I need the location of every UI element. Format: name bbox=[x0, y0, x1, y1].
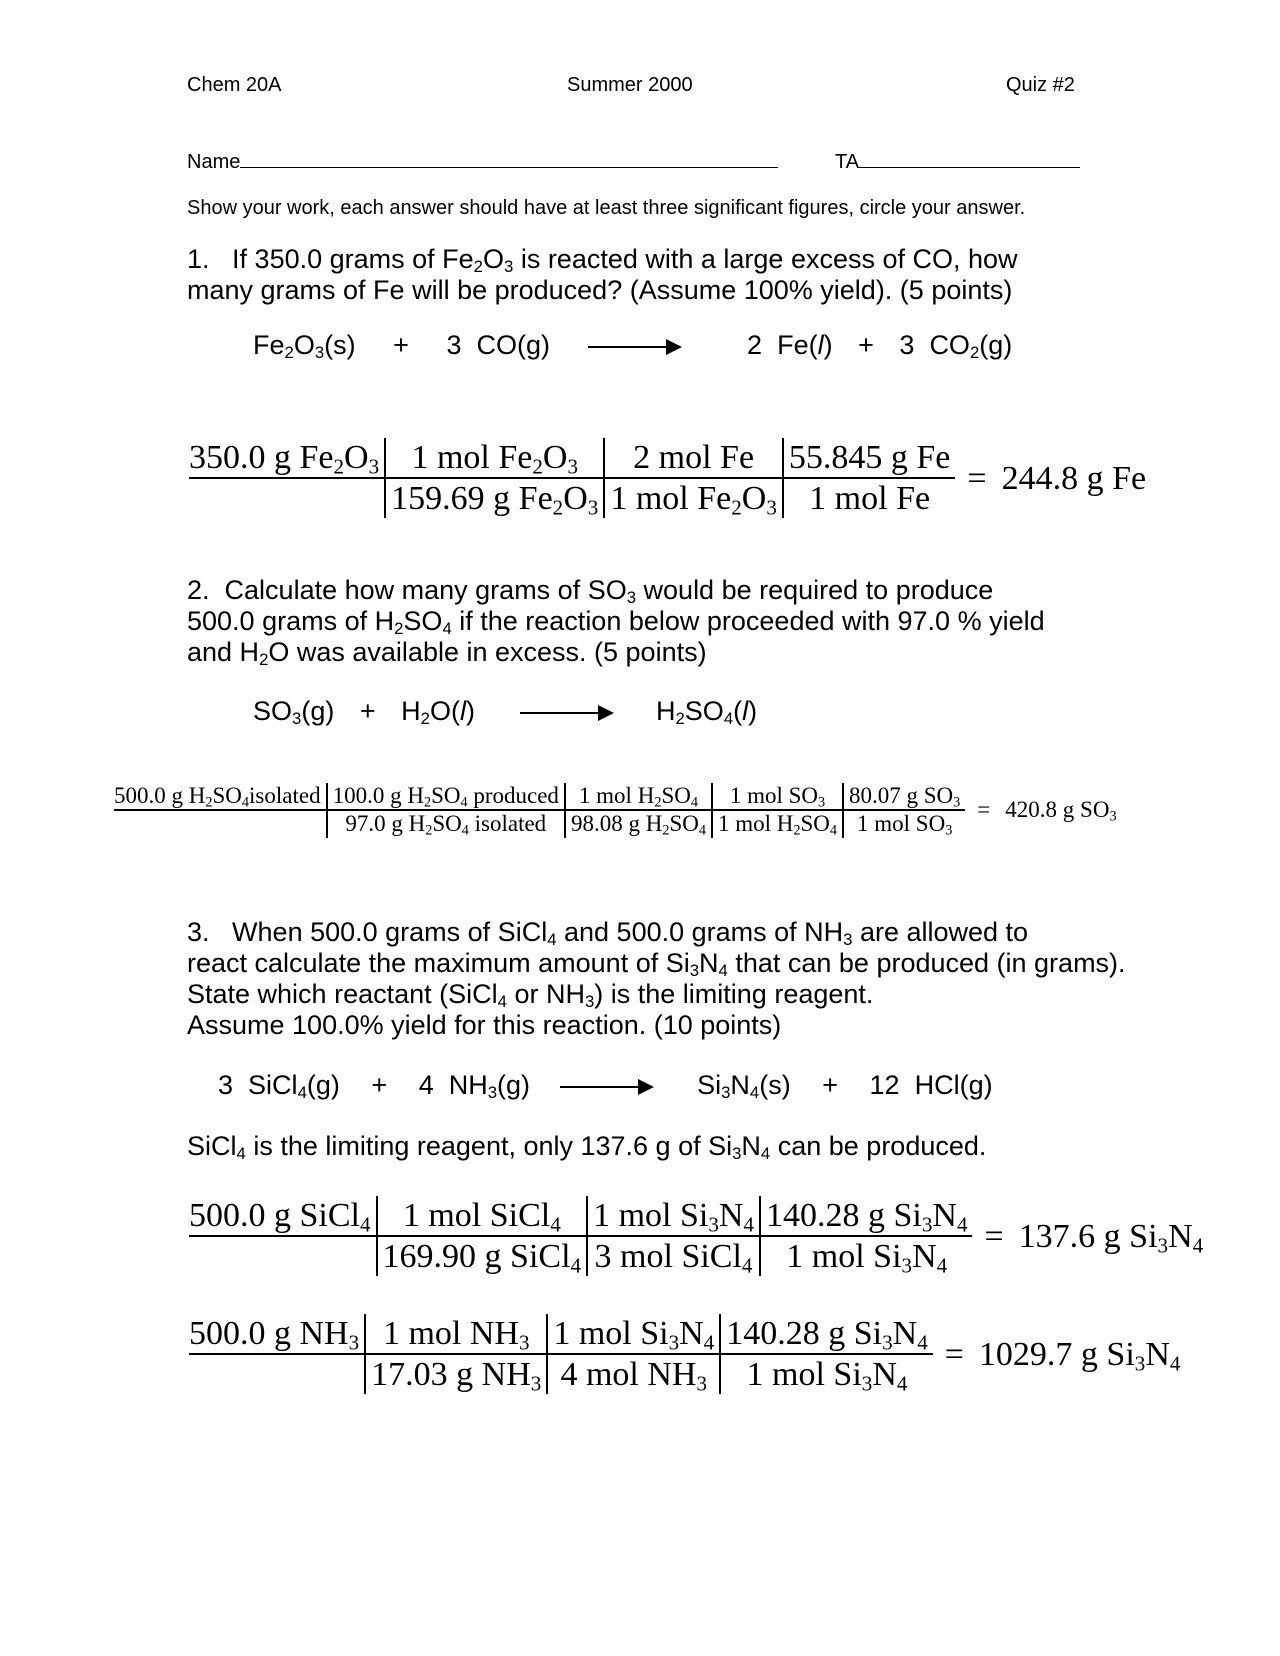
q1-calculation bbox=[189, 438, 1151, 518]
q3a-start-bottom bbox=[189, 1236, 377, 1276]
q2-result: 420.8 g $SO_3$ bbox=[1005, 797, 1117, 825]
name-blank-line bbox=[240, 149, 778, 168]
q2-f2-top: 1 mol $H_2SO_4$ bbox=[565, 783, 712, 810]
q1-p1b: ) bbox=[823, 330, 833, 360]
name-field[interactable] bbox=[187, 149, 778, 174]
q1-start: 350.0 g $Fe_2O_3$ bbox=[189, 438, 385, 478]
q3-line2: react calculate the maximum amount of $Si_3N_4$ that can be produced (in grams). bbox=[187, 948, 1126, 981]
coefficient: 3 bbox=[899, 330, 915, 360]
plus-sign: + bbox=[393, 330, 409, 360]
q1-reaction: $Fe_2O_3(s) + 3$ CO(g) 2 Fe(l) + 3 $CO_2(g)$ bbox=[253, 330, 1013, 363]
quiz-label: Quiz #2 bbox=[1006, 74, 1075, 96]
q3a-f3-top: 140.28 g $Si_3N_4$ bbox=[760, 1196, 973, 1236]
q2-calculation bbox=[114, 783, 1122, 838]
ta-blank-line bbox=[859, 149, 1080, 168]
q1-f3-bottom: 1 mol Fe bbox=[783, 478, 956, 518]
q1-r1-state: (s) bbox=[324, 330, 356, 360]
term-label: Summer 2000 bbox=[567, 74, 693, 96]
q1-f1-top: 1 mol $Fe_2O_3$ bbox=[385, 438, 604, 478]
name-label: Name bbox=[187, 151, 241, 173]
q2-start: 500.0 g $H_2SO_4isolated$ bbox=[114, 783, 327, 810]
plus-sign: + bbox=[858, 330, 874, 360]
q3b-f3-top: 140.28 g $Si_3N_4$ bbox=[720, 1314, 933, 1354]
equals-sign: = bbox=[944, 1335, 964, 1373]
q3a-f1-bottom: 169.90 g SiCl$_4$ bbox=[377, 1236, 588, 1276]
equals-sign: = bbox=[967, 459, 987, 497]
q2-reaction: $SO_3(g) + H_2O(l)$ $H_2SO_4(l)$ bbox=[253, 696, 758, 729]
q3-number: 3. bbox=[187, 917, 210, 947]
q3a-f3-bottom: 1 mol $Si_3N_4$ bbox=[760, 1236, 973, 1276]
sub: 2 bbox=[284, 343, 294, 363]
q1-p2-state: (g) bbox=[979, 330, 1013, 360]
q3-calculation-sicl4 bbox=[189, 1196, 1208, 1276]
plus-sign: + bbox=[822, 1070, 838, 1100]
coefficient: 3 bbox=[446, 330, 462, 360]
q1-number: 1. bbox=[187, 244, 210, 274]
sub: 3 bbox=[504, 257, 514, 277]
q3-line1: 3. When 500.0 grams of SiCl$_4$ and 500.0 grams of $NH_3$ are allowed to bbox=[187, 917, 1029, 950]
q1-line2: many grams of Fe will be produced? (Assume 100% yield). (5 points) bbox=[187, 275, 1013, 305]
q3b-start: 500.0 g $NH_3$ bbox=[189, 1314, 365, 1354]
equals-sign: = bbox=[977, 797, 991, 823]
q1-f3-top: 55.845 g Fe bbox=[783, 438, 956, 478]
q2-f2-bottom: 98.08 g $H_2SO_4$ bbox=[565, 810, 712, 837]
sub: 3 bbox=[314, 343, 325, 363]
instructions: Show your work, each answer should have at least three significant figures, circle your answer. bbox=[187, 197, 1026, 219]
q1-r2: CO(g) bbox=[476, 330, 550, 360]
q3a-f1-top: 1 mol SiCl$_4$ bbox=[377, 1196, 588, 1236]
q1-result: 244.8 g Fe bbox=[1001, 459, 1147, 497]
q2-line1: 2. Calculate how many grams of $SO_3$ would be required to produce bbox=[187, 575, 994, 608]
q2-line2: 500.0 grams of $H_2SO_4$ if the reaction below proceeded with 97.0 % yield bbox=[187, 606, 1045, 639]
q1-start-bottom bbox=[189, 478, 385, 518]
q2-line3: and $H_2O$ was available in excess. (5 points) bbox=[187, 637, 707, 670]
coefficient: 2 bbox=[747, 330, 763, 360]
q2-f3-bottom: 1 mol $H_2SO_4$ bbox=[712, 810, 843, 837]
q3a-start: 500.0 g SiCl$_4$ bbox=[189, 1196, 377, 1236]
q3b-f3-bottom: 1 mol $Si_3N_4$ bbox=[720, 1354, 933, 1394]
q2-f4-bottom: 1 mol $SO_3$ bbox=[843, 810, 965, 837]
q2-f3-top: 1 mol $SO_3$ bbox=[712, 783, 843, 810]
reaction-arrow-icon bbox=[588, 346, 680, 348]
q2-f1-bottom: 97.0 g $H_2SO_4$ isolated bbox=[327, 810, 565, 837]
q3-answer: SiCl$_4$ is the limiting reagent, only 137.6 g of $Si_3N_4$ can be produced. bbox=[187, 1131, 987, 1164]
q2-start-bottom bbox=[114, 810, 327, 837]
q3b-f1-top: 1 mol $NH_3$ bbox=[365, 1314, 547, 1354]
q1-f2-bottom: 1 mol $Fe_2O_3$ bbox=[604, 478, 783, 518]
q1-line1: 1. If 350.0 grams of $Fe_2O_3$ is reacted with a large excess of CO, how bbox=[187, 244, 1018, 277]
plus-sign: + bbox=[359, 696, 376, 726]
q3b-result: 1029.7 g $Si_3N_4$ bbox=[978, 1335, 1181, 1375]
q3b-f2-top: 1 mol $Si_3N_4$ bbox=[547, 1314, 720, 1354]
q3-calculation-nh3 bbox=[189, 1314, 1185, 1394]
sub: 2 bbox=[969, 343, 980, 363]
q1-p1: Fe( bbox=[777, 330, 818, 360]
equals-sign: = bbox=[984, 1217, 1004, 1255]
q3b-f2-bottom: 4 mol $NH_3$ bbox=[547, 1354, 720, 1394]
q1-p2: CO bbox=[929, 330, 970, 360]
reaction-arrow-icon bbox=[520, 712, 612, 714]
q3-line3: State which reactant (SiCl$_4$ or $NH_3$) is the limiting reagent. bbox=[187, 979, 874, 1012]
plus-sign: + bbox=[371, 1070, 388, 1100]
q1-text-b: is reacted with a large excess of CO, how bbox=[513, 244, 1018, 274]
q3a-f2-top: 1 mol $Si_3N_4$ bbox=[587, 1196, 760, 1236]
q3-line4: Assume 100.0% yield for this reaction. (10 points) bbox=[187, 1010, 782, 1040]
q1-text-a: If 350.0 grams of Fe bbox=[232, 244, 474, 274]
q3a-result: 137.6 g $Si_3N_4$ bbox=[1018, 1217, 1204, 1257]
ta-field[interactable] bbox=[835, 149, 1080, 174]
q3a-f2-bottom: 3 mol SiCl$_4$ bbox=[587, 1236, 760, 1276]
q2-number: 2. bbox=[187, 575, 210, 605]
q3-reaction: 3 SiCl$_4$(g) + 4 $NH_3(g) Si_3N_4(s) + 12$ HCl(g) bbox=[218, 1070, 993, 1103]
ta-label: TA bbox=[835, 151, 860, 173]
liquid-symbol: l bbox=[817, 330, 824, 360]
q2-f4-top: 80.07 g $SO_3$ bbox=[843, 783, 965, 810]
q1-f1-bottom: 159.69 g $Fe_2O_3$ bbox=[385, 478, 604, 518]
reaction-arrow-icon bbox=[560, 1086, 652, 1088]
q1-f2-top: 2 mol Fe bbox=[604, 438, 783, 478]
sub: 2 bbox=[473, 257, 483, 277]
q2-f1-top: 100.0 g $H_2SO_4$ produced bbox=[327, 783, 565, 810]
q3b-f1-bottom: 17.03 g $NH_3$ bbox=[365, 1354, 547, 1394]
q3b-start-bottom bbox=[189, 1354, 365, 1394]
course-label: Chem 20A bbox=[187, 74, 282, 96]
